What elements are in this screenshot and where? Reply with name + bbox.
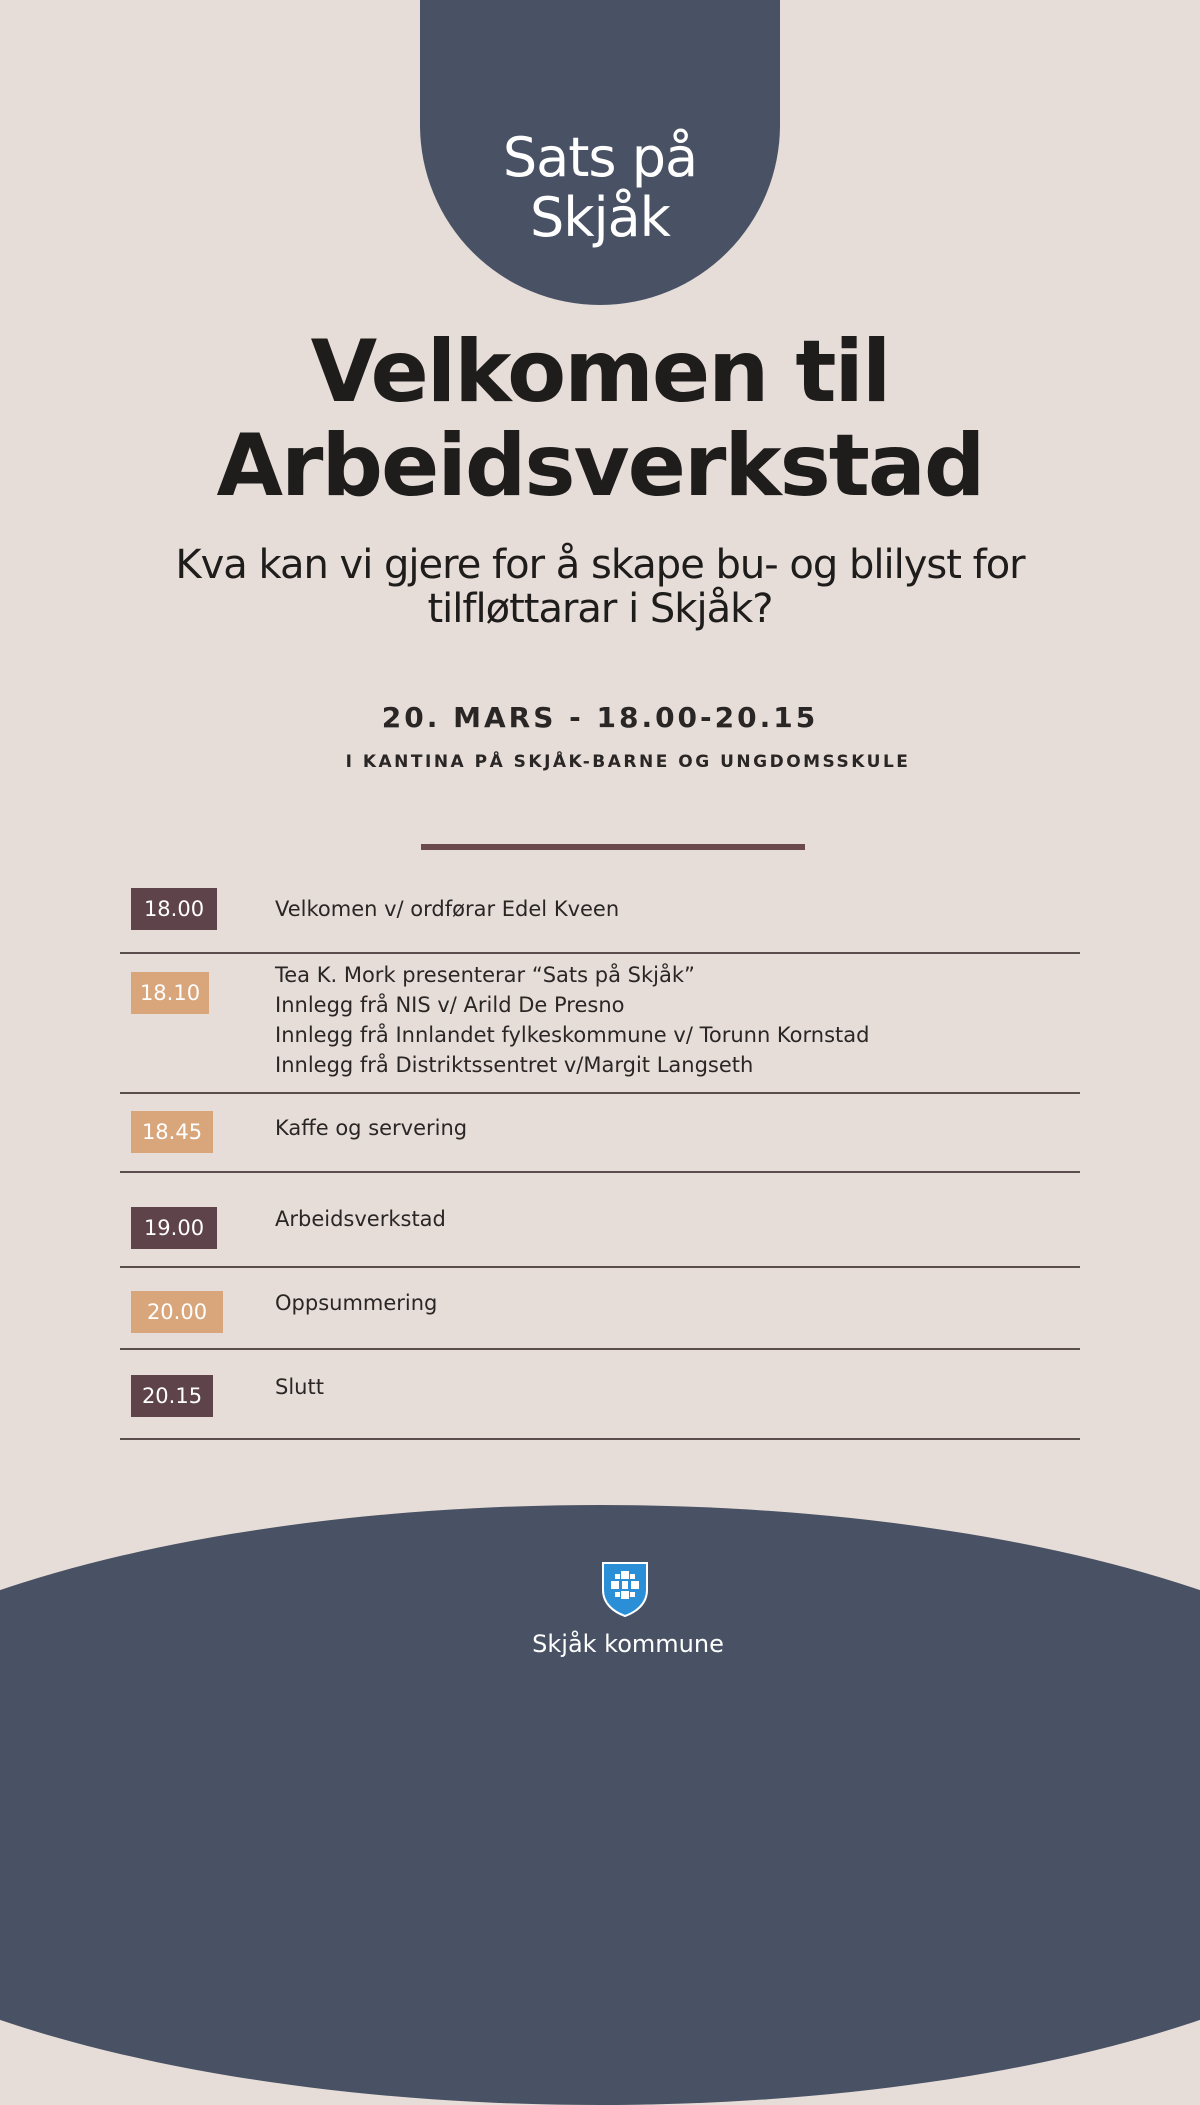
page-title-line2: Arbeidsverkstad (216, 416, 984, 516)
schedule-item-line: Velkomen v/ ordførar Edel Kveen (275, 897, 620, 921)
schedule-time-badge: 19.00 (131, 1207, 217, 1249)
schedule-time-badge: 20.00 (131, 1291, 223, 1333)
schedule-item-line: Oppsummering (275, 1291, 438, 1315)
schedule-divider (120, 1092, 1080, 1094)
schedule-item-line: Innlegg frå Innlandet fylkeskommune v/ Torunn Kornstad (275, 1023, 870, 1047)
schedule-item (275, 960, 869, 1080)
schedule-divider (120, 1171, 1080, 1173)
subtitle-line2: tilfløttarar i Skjåk? (427, 586, 773, 632)
schedule-item (275, 1288, 437, 1318)
schedule-item (275, 1204, 446, 1234)
schedule-time-badge: 20.15 (131, 1375, 213, 1417)
schedule-time-badge: 18.10 (131, 972, 209, 1014)
footer-org-name: Skjåk kommune (532, 1630, 724, 1658)
divider-rule (421, 844, 805, 850)
schedule-item-line: Innlegg frå Distriktssentret v/Margit Langseth (275, 1053, 754, 1077)
schedule-item-line: Slutt (275, 1375, 324, 1399)
schedule-time-badge: 18.45 (131, 1111, 213, 1153)
header-tab (420, 0, 780, 305)
schedule-item-line: Kaffe og servering (275, 1116, 468, 1140)
schedule-item-line: Innlegg frå NIS v/ Arild De Presno (275, 993, 625, 1017)
schedule-time-badge: 18.00 (131, 888, 217, 930)
schedule-divider (120, 1266, 1080, 1268)
schedule-item-line: Tea K. Mork presenterar “Sats på Skjåk” (275, 963, 695, 987)
schedule-divider (120, 952, 1080, 954)
schedule-item-line: Arbeidsverkstad (275, 1207, 446, 1231)
subtitle-line1: Kva kan vi gjere for å skape bu- og blilyst for (175, 542, 1025, 588)
header-tab-line2: Skjåk (530, 185, 670, 249)
event-venue: I KANTINA PÅ SKJÅK-BARNE OG UNGDOMSSKULE (345, 752, 911, 772)
schedule-item (275, 1372, 324, 1402)
event-date-time: 20. MARS - 18.00-20.15 (381, 701, 819, 734)
coat-of-arms-shield-icon (600, 1560, 650, 1618)
page-title-line1: Velkomen til (310, 322, 890, 422)
schedule-item (275, 1113, 467, 1143)
schedule-divider (120, 1348, 1080, 1350)
schedule-divider (120, 1438, 1080, 1440)
header-tab-line1: Sats på (502, 125, 698, 189)
schedule-item (275, 894, 619, 924)
